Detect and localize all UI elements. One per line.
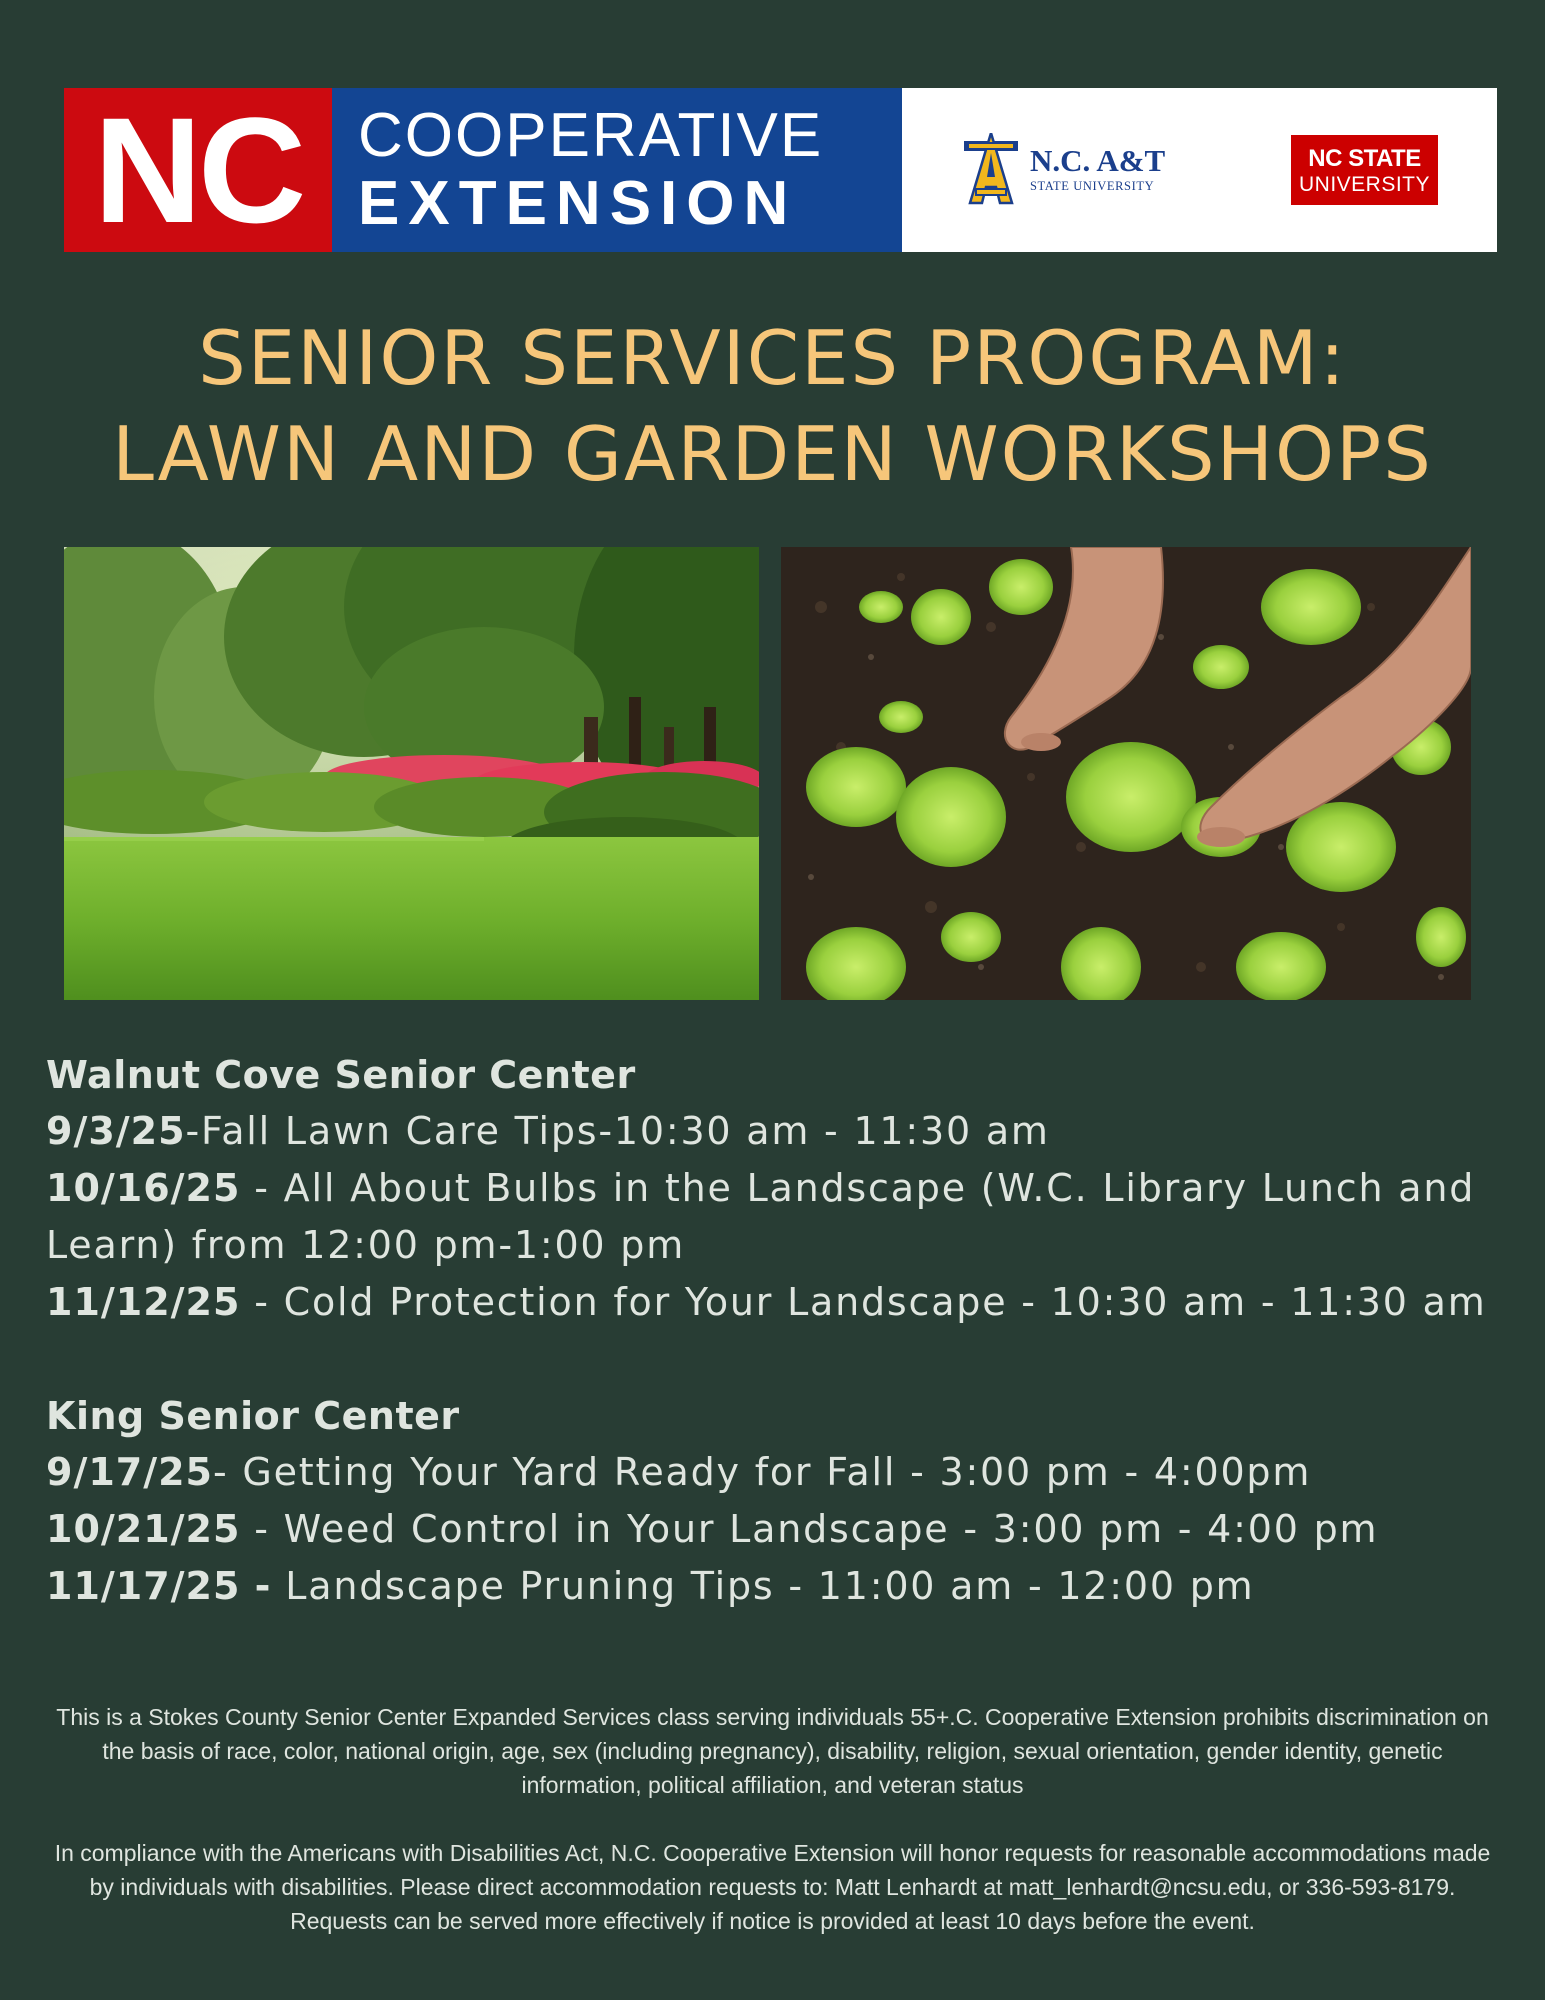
event-date: 11/17/25 -: [46, 1564, 272, 1608]
nc-logo-text: NC: [93, 86, 303, 254]
event-text: - Getting Your Yard Ready for Fall - 3:00 pm - 4:00pm: [212, 1450, 1312, 1494]
event-date: 9/17/25: [46, 1450, 213, 1494]
event-item: [46, 1444, 1526, 1501]
title-line2: LAWN AND GARDEN WORKSHOPS: [112, 410, 1433, 498]
header-banner: [64, 88, 1497, 252]
ncstate-line1: NC STATE: [1308, 145, 1421, 172]
ncstate-line2: UNIVERSITY: [1298, 173, 1431, 196]
lawn-scene-image: [64, 547, 759, 1000]
king-schedule: [46, 1388, 1526, 1615]
event-item: [46, 1501, 1526, 1558]
nondiscrimination-statement: This is a Stokes County Senior Center Expanded Services class serving individuals 55+.C. Cooperative Extension prohibits discrimination on the basis of race, color, national origin, age, sex (including pregnancy), disability, religion, sexual orientation, gender identity, genetic information, political affiliation, and veteran status: [56, 1704, 1489, 1798]
ncat-wordmark: [1030, 145, 1165, 193]
page-title: [0, 310, 1545, 502]
event-date: 10/16/25: [46, 1166, 241, 1210]
garden-photo: [781, 547, 1471, 1000]
event-text: - Weed Control in Your Landscape - 3:00 pm - 4:00 pm: [240, 1507, 1379, 1551]
event-date: 9/3/25: [46, 1109, 186, 1153]
king-heading: King Senior Center: [46, 1394, 460, 1438]
cooperative-extension-logo: [332, 88, 902, 252]
nc-logo: [64, 88, 332, 252]
event-text: Landscape Pruning Tips - 11:00 am - 12:00 pm: [271, 1564, 1255, 1608]
hands-planting-lettuce-image: [781, 547, 1471, 1000]
cooperative-text: COOPERATIVE: [358, 101, 824, 170]
event-date: 10/21/25: [46, 1507, 241, 1551]
event-item: [46, 1103, 1526, 1160]
partner-logos: [902, 88, 1497, 252]
event-text: - All About Bulbs in the Landscape (W.C. Library Lunch and Learn) from 12:00 pm-1:00 pm: [46, 1166, 1476, 1267]
ncstate-logo: [1291, 135, 1438, 205]
walnut-cove-heading: Walnut Cove Senior Center: [46, 1053, 636, 1097]
lawn-photo: [64, 547, 759, 1000]
ncat-aggie-emblem-icon: [962, 133, 1020, 205]
event-item: [46, 1160, 1526, 1274]
accessibility-statement: In compliance with the Americans with Disabilities Act, N.C. Cooperative Extension will honor requests for reasonable accommodations made by individuals with disabilities. Please direct accommodation requests to: Matt Lenhardt at matt_lenhardt@ncsu.edu, or 336-593-8179. Requests can be served more effectively if notice is provided at least 10 days before the event.: [54, 1840, 1491, 1934]
walnut-cove-schedule: [46, 1047, 1526, 1331]
event-item: [46, 1558, 1526, 1615]
ncat-name: N.C. A&T: [1030, 143, 1166, 179]
event-text: - Cold Protection for Your Landscape - 10:30 am - 11:30 am: [240, 1280, 1487, 1324]
extension-text: EXTENSION: [358, 169, 798, 238]
title-line1: SENIOR SERVICES PROGRAM:: [198, 314, 1347, 402]
event-text: -Fall Lawn Care Tips-10:30 am - 11:30 am: [185, 1109, 1050, 1153]
event-date: 11/12/25: [46, 1280, 241, 1324]
ncat-subtitle: STATE UNIVERSITY: [1030, 179, 1155, 194]
event-item: [46, 1274, 1526, 1331]
ncat-logo: [962, 133, 1165, 205]
